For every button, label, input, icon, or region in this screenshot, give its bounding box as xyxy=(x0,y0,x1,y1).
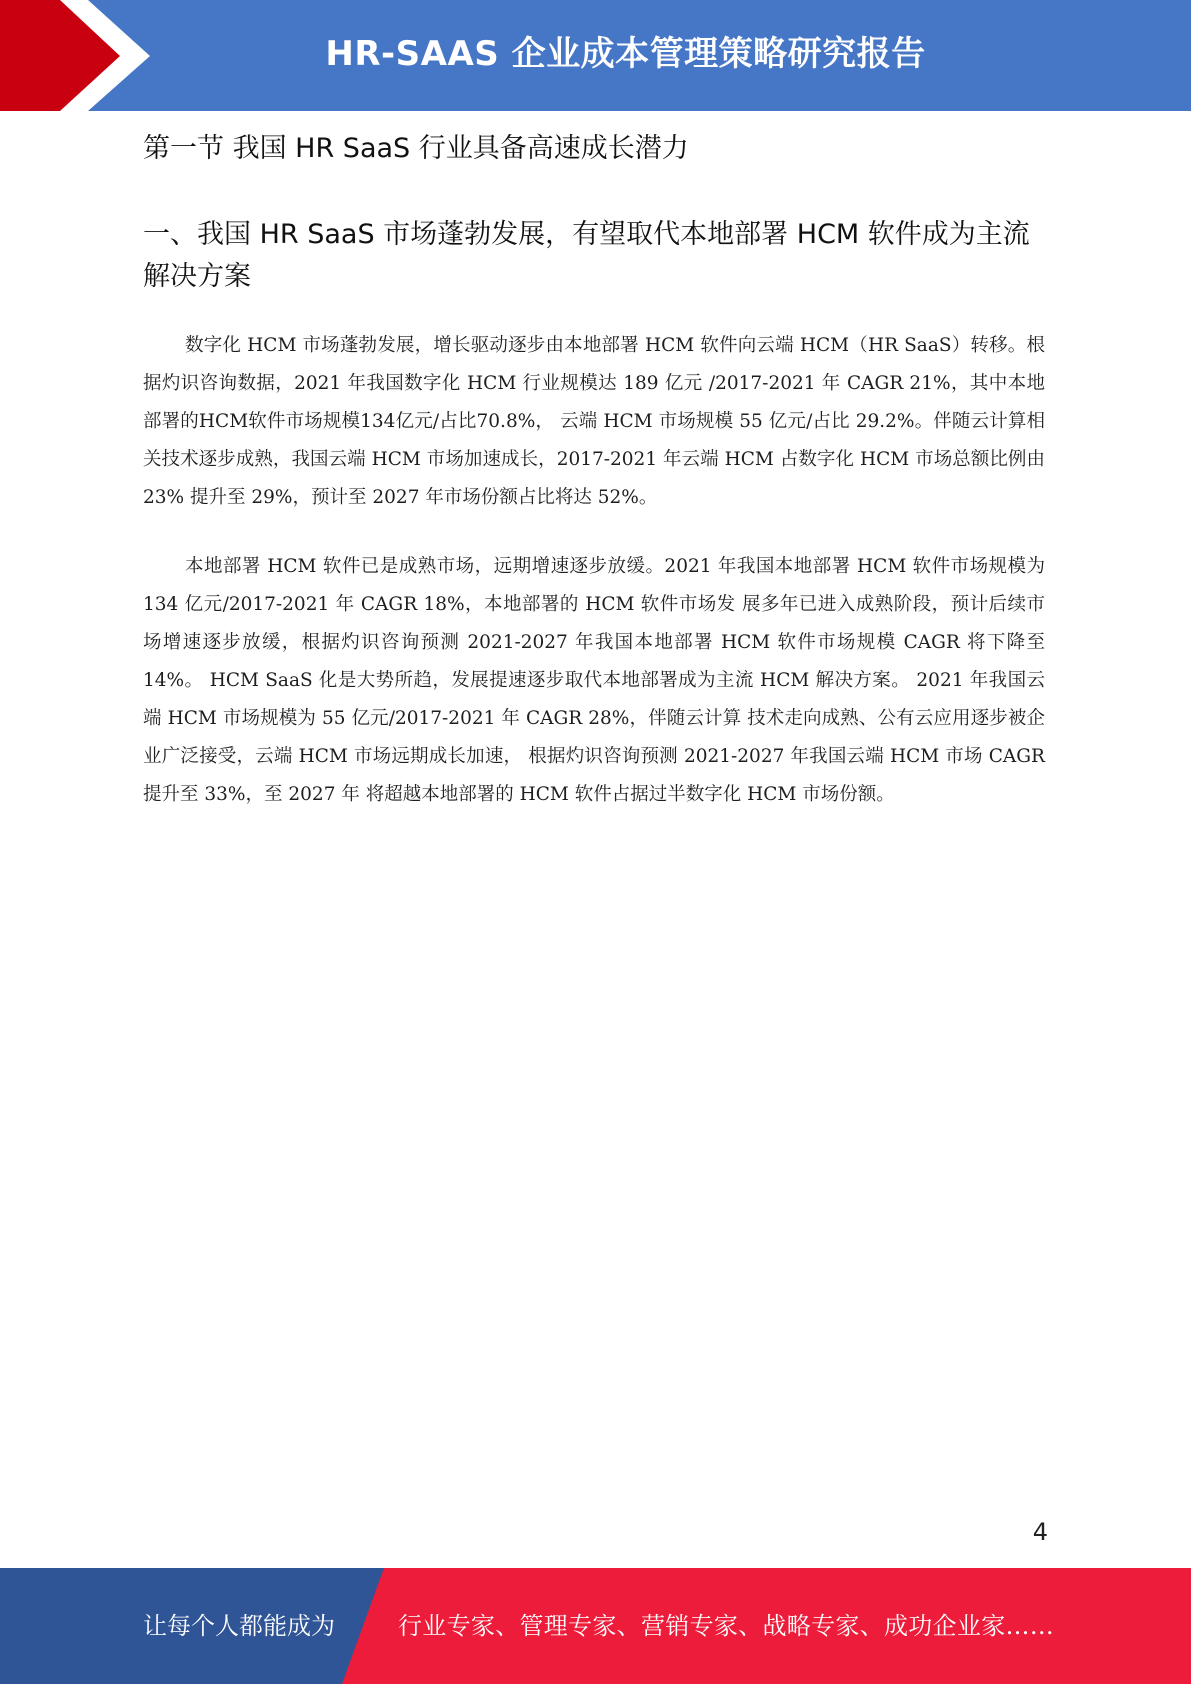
header-band xyxy=(0,0,1191,111)
footer-slogan-left: 让每个人都能成为 xyxy=(143,1612,335,1640)
body-paragraph-2: 本地部署 HCM 软件已是成熟市场，远期增速逐步放缓。2021 年我国本地部署 HCM 软件市场规模为 134 亿元/2017-2021 年 CAGR 18%，本地部署的 HCM 软件市场发 展多年已进入成熟阶段，预计后续市场增速逐步放缓，根据灼识咨询预测 2021-2027 年我国本地部署 HCM 软件市场规模 CAGR 将下降至 14%。 HCM SaaS 化是大势所趋，发展提速逐步取代本地部署成为主流 HCM 解决方案。 2021 年我国云端 HCM 市场规模为 55 亿元/2017-2021 年 CAGR 28%，伴随云计算 技术走向成熟、公有云应用逐步被企业广泛接受，云端 HCM 市场远期成长加速， 根据灼识咨询预测 2021-2027 年我国云端 HCM 市场 CAGR 提升至 33%，至 2027 年 将超越本地部署的 HCM 软件占据过半数字化 HCM 市场份额。 xyxy=(143,556,1045,805)
footer-slogan-right: 行业专家、管理专家、营销专家、战略专家、成功企业家…… xyxy=(398,1612,1055,1640)
section-title: 第一节 我国 HR SaaS 行业具备高速成长潜力 xyxy=(143,133,689,164)
header-chevron-decoration xyxy=(0,0,150,111)
page-number: 4 xyxy=(1032,1518,1048,1546)
body-paragraph-1: 数字化 HCM 市场蓬勃发展，增长驱动逐步由本地部署 HCM 软件向云端 HCM（HR SaaS）转移。根据灼识咨询数据，2021 年我国数字化 HCM 行业规模达 189 亿元 /2017-2021 年 CAGR 21%，其中本地部署的HCM软件市场规模134亿元/占比70.8%， 云端 HCM 市场规模 55 亿元/占比 29.2%。伴随云计算相关技术逐步成熟，我国云端 HCM 市场加速成长，2017-2021 年云端 HCM 占数字化 HCM 市场总额比例由 23% 提升至 29%，预计至 2027 年市场份额占比将达 52%。 xyxy=(143,335,1045,508)
report-title: HR-SAAS 企业成本管理策略研究报告 xyxy=(325,34,926,74)
footer-band xyxy=(0,1568,1191,1684)
sub-section-title: 一、我国 HR SaaS 市场蓬勃发展，有望取代本地部署 HCM 软件成为主流解决方案 xyxy=(143,219,1030,292)
